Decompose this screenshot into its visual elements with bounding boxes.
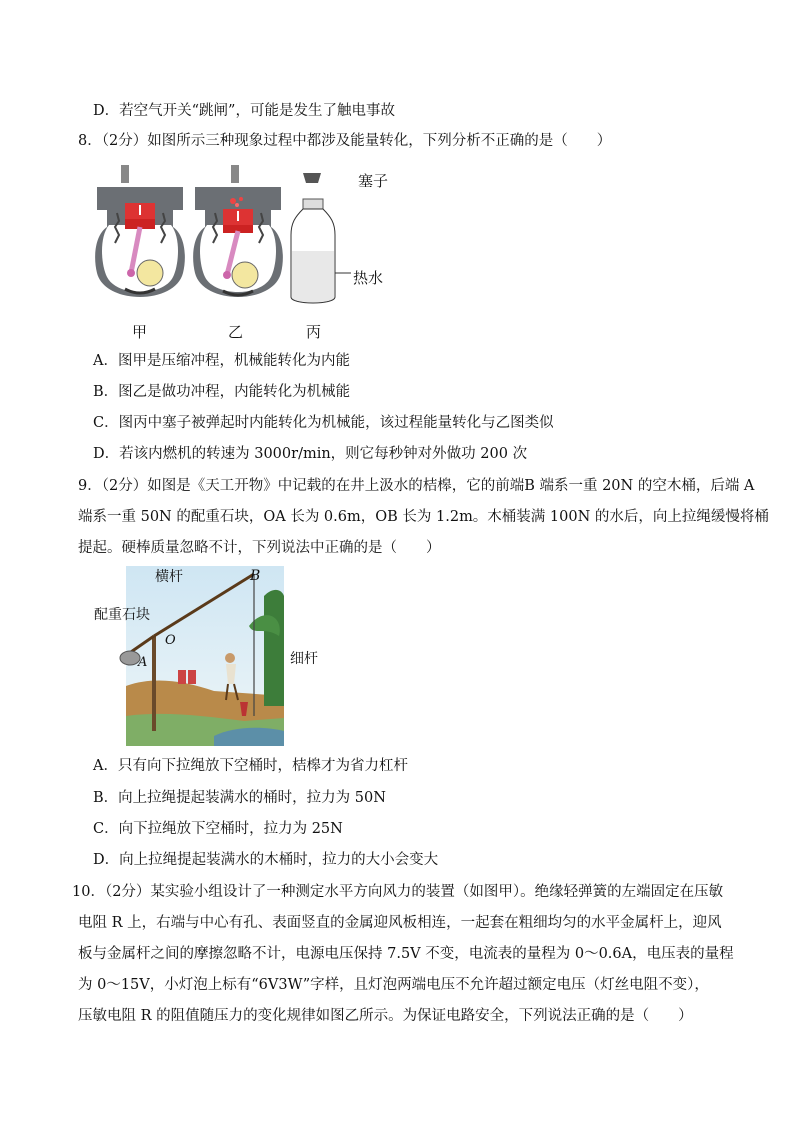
bottle-bing bbox=[291, 173, 351, 303]
q9-stem-line3: 提起。硬棒质量忽略不计，下列说法中正确的是（ ） bbox=[78, 540, 441, 556]
label-bing: 丙 bbox=[306, 323, 322, 341]
label-saizi: 塞子 bbox=[358, 172, 389, 190]
label-B: B bbox=[250, 568, 261, 584]
label-yi: 乙 bbox=[228, 323, 244, 341]
q10-stem-line4: 为 0～15V，小灯泡上标有“6V3W”字样，且灯泡两端电压不允许超过额定电压（灯丝电阻不变）， bbox=[78, 977, 709, 993]
q8-option-d: D．若该内燃机的转速为 3000r/min，则它每秒钟对外做功 200 次 bbox=[93, 446, 528, 462]
label-O: O bbox=[165, 633, 176, 648]
label-xigan: 细杆 bbox=[290, 651, 318, 667]
q8-stem: 8．（2分）如图所示三种现象过程中都涉及能量转化，下列分析不正确的是（ ） bbox=[78, 133, 612, 149]
q9-option-a: A．只有向下拉绳放下空桶时，桔槔才为省力杠杆 bbox=[93, 758, 408, 774]
q9-option-c: C．向下拉绳放下空桶时，拉力为 25N bbox=[93, 821, 343, 837]
q9-option-b: B．向上拉绳提起装满水的桶时，拉力为 50N bbox=[93, 790, 386, 806]
q10-stem-line1: 10．（2分）某实验小组设计了一种测定水平方向风力的装置（如图甲）。绝缘轻弹簧的左端固定在压敏 bbox=[72, 884, 724, 900]
label-jia: 甲 bbox=[132, 323, 148, 341]
label-peizhong: 配重石块 bbox=[94, 607, 150, 623]
q8-figure bbox=[95, 165, 395, 345]
q8-option-a: A．图甲是压缩冲程，机械能转化为内能 bbox=[93, 353, 350, 369]
q10-stem-line2: 电阻 R 上，右端与中心有孔、表面竖直的金属迎风板相连，一起套在粗细均匀的水平金属杆上，迎风 bbox=[78, 915, 722, 931]
q9-stem-line1: 9．（2分）如图是《天工开物》中记载的在井上汲水的桔槔，它的前端B 端系一重 20N 的空木桶，后端 A bbox=[78, 478, 755, 494]
q8-option-c: C．图丙中塞子被弹起时内能转化为机械能，该过程能量转化与乙图类似 bbox=[93, 415, 554, 431]
label-henggan: 横杆 bbox=[155, 569, 183, 585]
label-reshui: 热水 bbox=[353, 269, 384, 287]
q10-stem-line5: 压敏电阻 R 的阻值随压力的变化规律如图乙所示。为保证电路安全，下列说法正确的是（ ） bbox=[78, 1008, 693, 1024]
q10-stem-line3: 板与金属杆之间的摩擦忽略不计，电源电压保持 7.5V 不变，电流表的量程为 0～0.6A，电压表的量程 bbox=[78, 946, 734, 962]
label-A: A bbox=[138, 655, 148, 670]
q9-stem-line2: 端系一重 50N 的配重石块，OA 长为 0.6m，OB 长为 1.2m。木桶装满 100N 的水后，向上拉绳缓慢将桶 bbox=[78, 509, 769, 525]
engine-yi bbox=[193, 165, 283, 297]
q7-option-d: D．若空气开关“跳闸”，可能是发生了触电事故 bbox=[93, 103, 395, 119]
q9-option-d: D．向上拉绳提起装满水的木桶时，拉力的大小会变大 bbox=[93, 852, 439, 868]
q8-option-b: B．图乙是做功冲程，内能转化为机械能 bbox=[93, 384, 351, 400]
engine-diagrams-svg bbox=[95, 165, 395, 345]
engine-jia bbox=[95, 165, 185, 297]
